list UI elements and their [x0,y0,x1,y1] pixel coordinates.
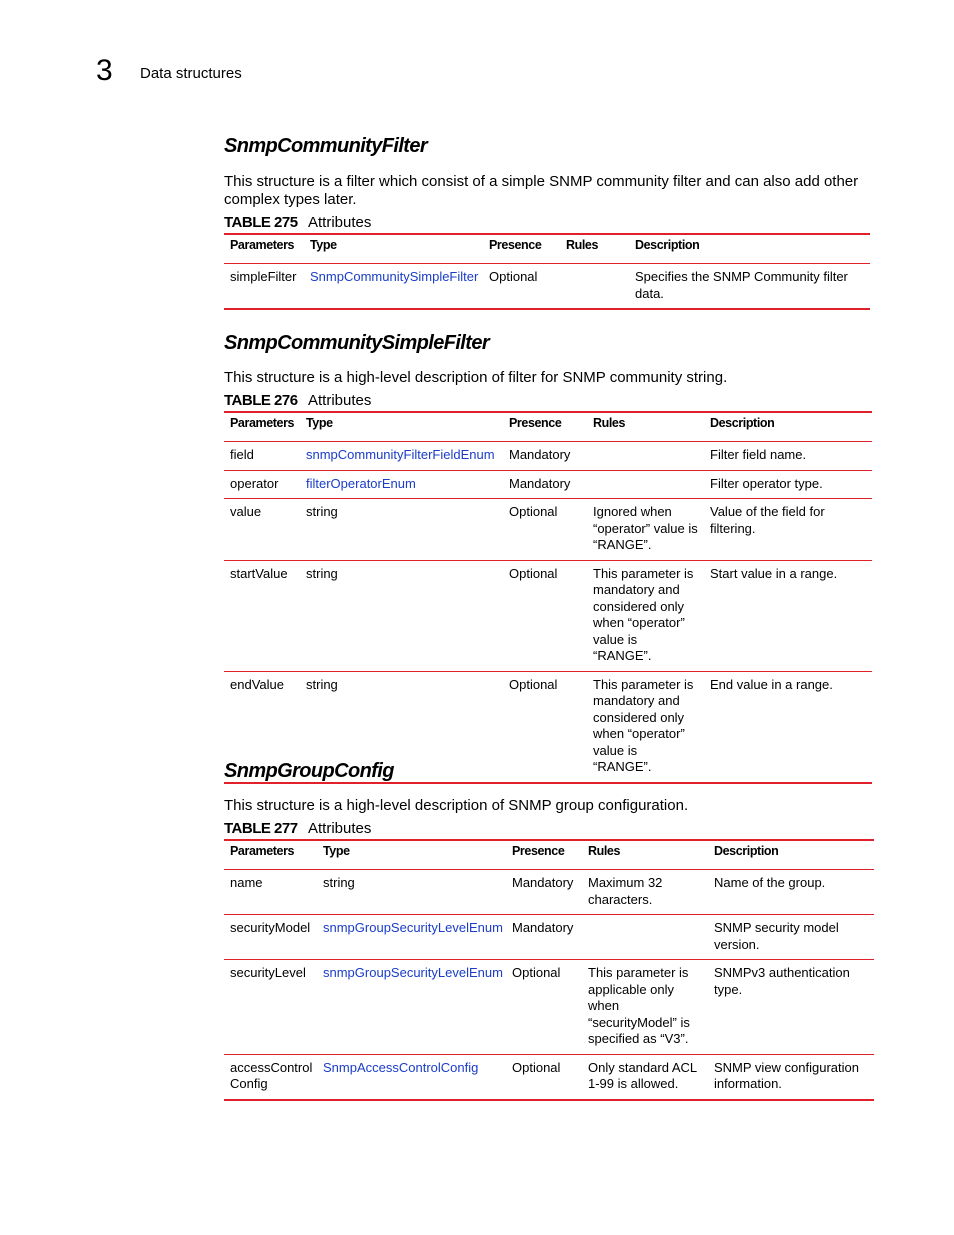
type-link[interactable]: SnmpAccessControlConfig [317,1054,506,1100]
column-header: Rules [587,412,704,442]
presence-cell: Mandatory [503,442,587,471]
presence-cell: Mandatory [506,870,582,915]
table-header-row [224,840,874,870]
section-snmp-community-filter [224,133,870,310]
rules-cell [587,442,704,471]
section-snmp-group-config [224,758,874,1101]
chapter-title: Data structures [140,65,242,82]
section-description: This structure is a high-level description of SNMP group configuration. [224,797,689,814]
column-header: Description [708,840,874,870]
description-cell: End value in a range. [704,671,872,783]
table-header-row [224,234,870,264]
table-label: TABLE 275 [224,214,298,231]
column-header: Presence [506,840,582,870]
table-row [224,470,872,499]
column-header: Rules [582,840,708,870]
description-cell: SNMP security model version. [708,915,874,960]
type-cell: string [317,870,506,915]
rules-cell: Only standard ACL 1-99 is allowed. [582,1054,708,1100]
type-link[interactable]: SnmpCommunitySimpleFilter [304,264,483,310]
rules-cell: This parameter is mandatory and considered only when “operator” value is “RANGE”. [587,671,704,783]
type-link[interactable]: snmpCommunityFilterFieldEnum [300,442,503,471]
param-cell: accessControl Config [224,1054,317,1100]
chapter-number: 3 [96,54,113,87]
column-header: Rules [560,234,629,264]
description-cell: SNMPv3 authentication type. [708,960,874,1055]
column-header: Type [300,412,503,442]
param-cell: securityLevel [224,960,317,1055]
rules-cell: Maximum 32 characters. [582,870,708,915]
type-link[interactable]: snmpGroupSecurityLevelEnum [317,915,506,960]
param-cell: startValue [224,560,300,671]
table-row [224,499,872,561]
section-snmp-community-simple-filter [224,330,872,784]
column-header: Presence [483,234,560,264]
description-cell: Name of the group. [708,870,874,915]
column-header: Parameters [224,840,317,870]
table-caption-text: Attributes [308,214,372,231]
attributes-table-277 [224,839,874,1101]
param-cell: operator [224,470,300,499]
table-row [224,264,870,310]
column-header: Description [629,234,870,264]
presence-cell: Mandatory [503,470,587,499]
attributes-table-275 [224,233,870,310]
table-caption [224,213,870,233]
presence-cell: Optional [506,1054,582,1100]
section-title: SnmpGroupConfig [224,760,394,782]
column-header: Parameters [224,234,304,264]
rules-cell: Ignored when “operator” value is “RANGE”. [587,499,704,561]
rules-cell: This parameter is mandatory and considered only when “operator” value is “RANGE”. [587,560,704,671]
description-cell: Filter field name. [704,442,872,471]
table-row [224,960,874,1055]
param-cell: field [224,442,300,471]
presence-cell: Optional [506,960,582,1055]
table-header-row [224,412,872,442]
type-cell: string [300,560,503,671]
column-header: Type [317,840,506,870]
presence-cell: Optional [503,671,587,783]
section-description: This structure is a high-level description of filter for SNMP community string. [224,369,728,386]
param-cell: endValue [224,671,300,783]
presence-cell: Mandatory [506,915,582,960]
table-label: TABLE 276 [224,392,298,409]
table-caption [224,391,872,411]
type-cell: string [300,499,503,561]
rules-cell [587,470,704,499]
column-header: Type [304,234,483,264]
table-row [224,560,872,671]
rules-cell [560,264,629,310]
param-cell: name [224,870,317,915]
presence-cell: Optional [503,499,587,561]
table-row [224,1054,874,1100]
attributes-table-276 [224,411,872,784]
description-cell: Start value in a range. [704,560,872,671]
column-header: Presence [503,412,587,442]
rules-cell [582,915,708,960]
type-link[interactable]: snmpGroupSecurityLevelEnum [317,960,506,1055]
description-cell: Value of the field for filtering. [704,499,872,561]
section-title: SnmpCommunitySimpleFilter [224,332,490,354]
section-description: This structure is a filter which consist of a simple SNMP community filter and can also add other complex types later. [224,173,859,208]
table-caption [224,819,874,839]
table-row [224,442,872,471]
rules-cell: This parameter is applicable only when “securityModel” is specified as “V3”. [582,960,708,1055]
table-row [224,870,874,915]
column-header: Parameters [224,412,300,442]
presence-cell: Optional [483,264,560,310]
type-cell: string [300,671,503,783]
description-cell: Filter operator type. [704,470,872,499]
presence-cell: Optional [503,560,587,671]
param-cell: value [224,499,300,561]
param-cell: securityModel [224,915,317,960]
table-caption-text: Attributes [308,820,372,837]
param-cell: simpleFilter [224,264,304,310]
section-title: SnmpCommunityFilter [224,135,428,157]
table-row [224,915,874,960]
description-cell: SNMP view configuration information. [708,1054,874,1100]
table-label: TABLE 277 [224,820,298,837]
description-cell: Specifies the SNMP Community filter data. [629,264,870,310]
type-link[interactable]: filterOperatorEnum [300,470,503,499]
table-caption-text: Attributes [308,392,372,409]
column-header: Description [704,412,872,442]
